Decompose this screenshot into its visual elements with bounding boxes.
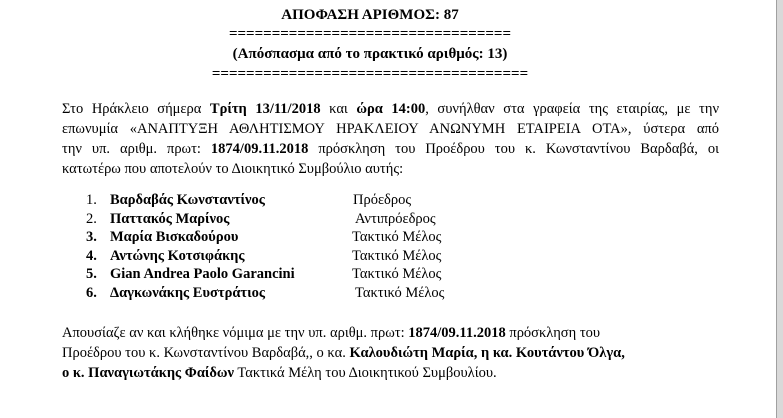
paragraph-line: κατωτέρω που αποτελούν το Διοικητικό Συμβούλιο αυτής: <box>62 161 404 177</box>
paragraph-line: Στο Ηράκλειο σήμερα Τρίτη 13/11/2018 και ώρα 14:00, συνήλθαν στα γραφεία της εταιρίας, με την <box>62 101 719 117</box>
subtitle-rule: ===================================== <box>211 66 529 82</box>
paragraph-line: Προέδρου του κ. Κωνσταντίνου Βαρδαβά,, ο κα. Καλουδιώτη Μαρία, η κα. Κουτάντου Όλγα, <box>62 345 625 361</box>
member-name: Δαγκωνάκης Ευστράτιος <box>110 284 265 301</box>
board-members-list <box>86 191 486 303</box>
meeting-paragraph <box>62 99 719 179</box>
paragraph-line: την υπ. αριθμ. πρωτ: 1874/09.11.2018 πρόσκληση του Προέδρου του κ. Κωνσταντίνου Βαρδαβά, οι <box>62 141 719 157</box>
excerpt-subtitle: (Απόσπασμα από το πρακτικό αριθμός: 13) <box>232 46 508 62</box>
paragraph-line: ο κ. Παναγιωτάκης Φαίδων Τακτικά Μέλη του Διοικητικού Συμβουλίου. <box>62 365 497 381</box>
member-role: Πρόεδρος <box>353 192 412 208</box>
viewer-margin <box>777 0 783 418</box>
absence-paragraph <box>62 323 719 383</box>
member-name: Μαρία Βισκαδούρου <box>110 229 239 246</box>
absent-members: Καλουδιώτη Μαρία, η κα. Κουτάντου Όλγα, <box>349 345 625 361</box>
list-item: 1. Βαρδαβάς Κωνσταντίνος Πρόεδρος <box>86 192 412 208</box>
member-name: Παττακός Μαρίνος <box>110 210 230 227</box>
list-item: 5. Gian Andrea Paolo Garancini Τακτικό Μέλος <box>86 266 442 283</box>
member-role: Αντιπρόεδρος <box>355 210 436 227</box>
absent-member: ο κ. Παναγιωτάκης Φαίδων <box>62 365 235 381</box>
decision-title: ΑΠΟΦΑΣΗ ΑΡΙΘΜΟΣ: 87 <box>281 7 459 23</box>
paragraph-line: Απουσίαζε αν και κλήθηκε νόμιμα με την υπ. αριθμ. πρωτ: 1874/09.11.2018 πρόσκληση του <box>62 325 601 341</box>
meeting-time: ώρα 14:00 <box>356 101 426 117</box>
list-item: 4. Αντώνης Κοτσιφάκης Τακτικό Μέλος <box>86 247 442 264</box>
member-name: Αντώνης Κοτσιφάκης <box>110 247 245 264</box>
member-role: Τακτικό Μέλος <box>352 247 442 264</box>
paragraph-line: επωνυμία «ΑΝΑΠΤΥΞΗ ΑΘΛΗΤΙΣΜΟΥ ΗΡΑΚΛΕΙΟΥ ΑΝΩΝΥΜΗ ΕΤΑΙΡΕΙΑ ΟΤΑ», ύστερα από <box>62 121 719 137</box>
list-item: 2. Παττακός Μαρίνος Αντιπρόεδρος <box>86 210 436 227</box>
member-name: Gian Andrea Paolo Garancini <box>110 266 295 283</box>
member-name: Βαρδαβάς Κωνσταντίνος <box>110 192 265 208</box>
member-role: Τακτικό Μέλος <box>355 284 445 301</box>
member-role: Τακτικό Μέλος <box>352 229 442 246</box>
list-item: 6. Δαγκωνάκης Ευστράτιος Τακτικό Μέλος <box>86 284 445 301</box>
protocol-number: 1874/09.11.2018 <box>408 325 506 341</box>
protocol-number: 1874/09.11.2018 <box>210 141 309 157</box>
title-rule: ================================= <box>228 26 512 42</box>
list-item: 3. Μαρία Βισκαδούρου Τακτικό Μέλος <box>86 229 442 246</box>
meeting-date: Τρίτη 13/11/2018 <box>209 101 321 117</box>
member-role: Τακτικό Μέλος <box>352 266 442 283</box>
